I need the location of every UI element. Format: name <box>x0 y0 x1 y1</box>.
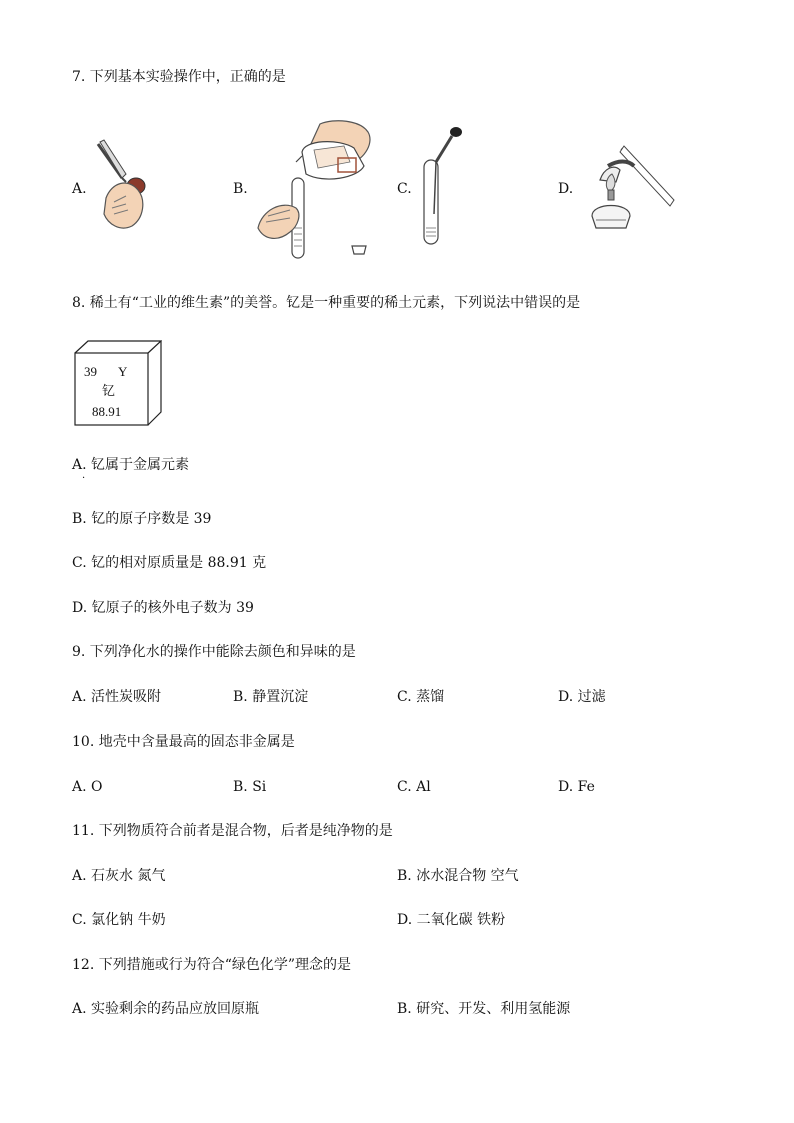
q7-option-b-label: B. <box>233 181 248 197</box>
element-atomic-number: 39 <box>84 364 97 379</box>
q12-option-a: A. 实验剩余的药品应放回原瓶 <box>72 1001 260 1017</box>
q11-option-d: D. 二氧化碳 铁粉 <box>397 912 506 928</box>
element-card <box>74 340 162 426</box>
q10-option-d: D. Fe <box>558 779 595 795</box>
question-12-stem: 12. 下列措施或行为符合“绿色化学”理念的是 <box>72 957 352 973</box>
question-9-stem: 9. 下列净化水的操作中能除去颜色和异味的是 <box>72 644 356 660</box>
q10-option-a: A. O <box>72 779 103 795</box>
q9-option-a: A. 活性炭吸附 <box>72 689 162 705</box>
q11-option-c: C. 氯化钠 牛奶 <box>72 912 166 928</box>
dropper-squeeze-illustration <box>92 138 162 234</box>
dropper-inside-test-tube-illustration <box>414 122 470 250</box>
element-atomic-mass: 88.91 <box>92 404 122 419</box>
q12-option-b: B. 研究、开发、利用氢能源 <box>397 1001 571 1017</box>
stray-dot: · <box>82 473 86 484</box>
q11-option-a: A. 石灰水 氮气 <box>72 868 166 884</box>
q8-option-b: B. 钇的原子序数是 39 <box>72 511 212 527</box>
q7-option-c-label: C. <box>397 181 412 197</box>
q9-option-c: C. 蒸馏 <box>397 689 445 705</box>
question-7-stem: 7. 下列基本实验操作中，正确的是 <box>72 69 286 85</box>
q8-option-a: A. 钇属于金属元素 <box>72 457 190 473</box>
q9-option-d: D. 过滤 <box>558 689 606 705</box>
q11-option-b: B. 冰水混合物 空气 <box>397 868 519 884</box>
pouring-liquid-into-test-tube-illustration <box>254 118 384 264</box>
q8-option-c: C. 钇的相对原质量是 88.91 克 <box>72 555 267 571</box>
question-11-stem: 11. 下列物质符合前者是混合物，后者是纯净物的是 <box>72 823 393 839</box>
q7-option-a-label: A. <box>72 181 87 197</box>
q7-option-d-label: D. <box>558 181 574 197</box>
q10-option-c: C. Al <box>397 779 431 795</box>
q10-option-b: B. Si <box>233 779 267 795</box>
question-8-stem: 8. 稀土有“工业的维生素”的美誉。钇是一种重要的稀土元素，下列说法中错误的是 <box>72 295 581 311</box>
q9-option-b: B. 静置沉淀 <box>233 689 309 705</box>
element-symbol: Y <box>118 364 128 379</box>
question-10-stem: 10. 地壳中含量最高的固态非金属是 <box>72 734 295 750</box>
element-name: 钇 <box>102 384 116 399</box>
heating-test-tube-alcohol-lamp-illustration <box>578 140 678 240</box>
q8-option-d: D. 钇原子的核外电子数为 39 <box>72 600 254 616</box>
